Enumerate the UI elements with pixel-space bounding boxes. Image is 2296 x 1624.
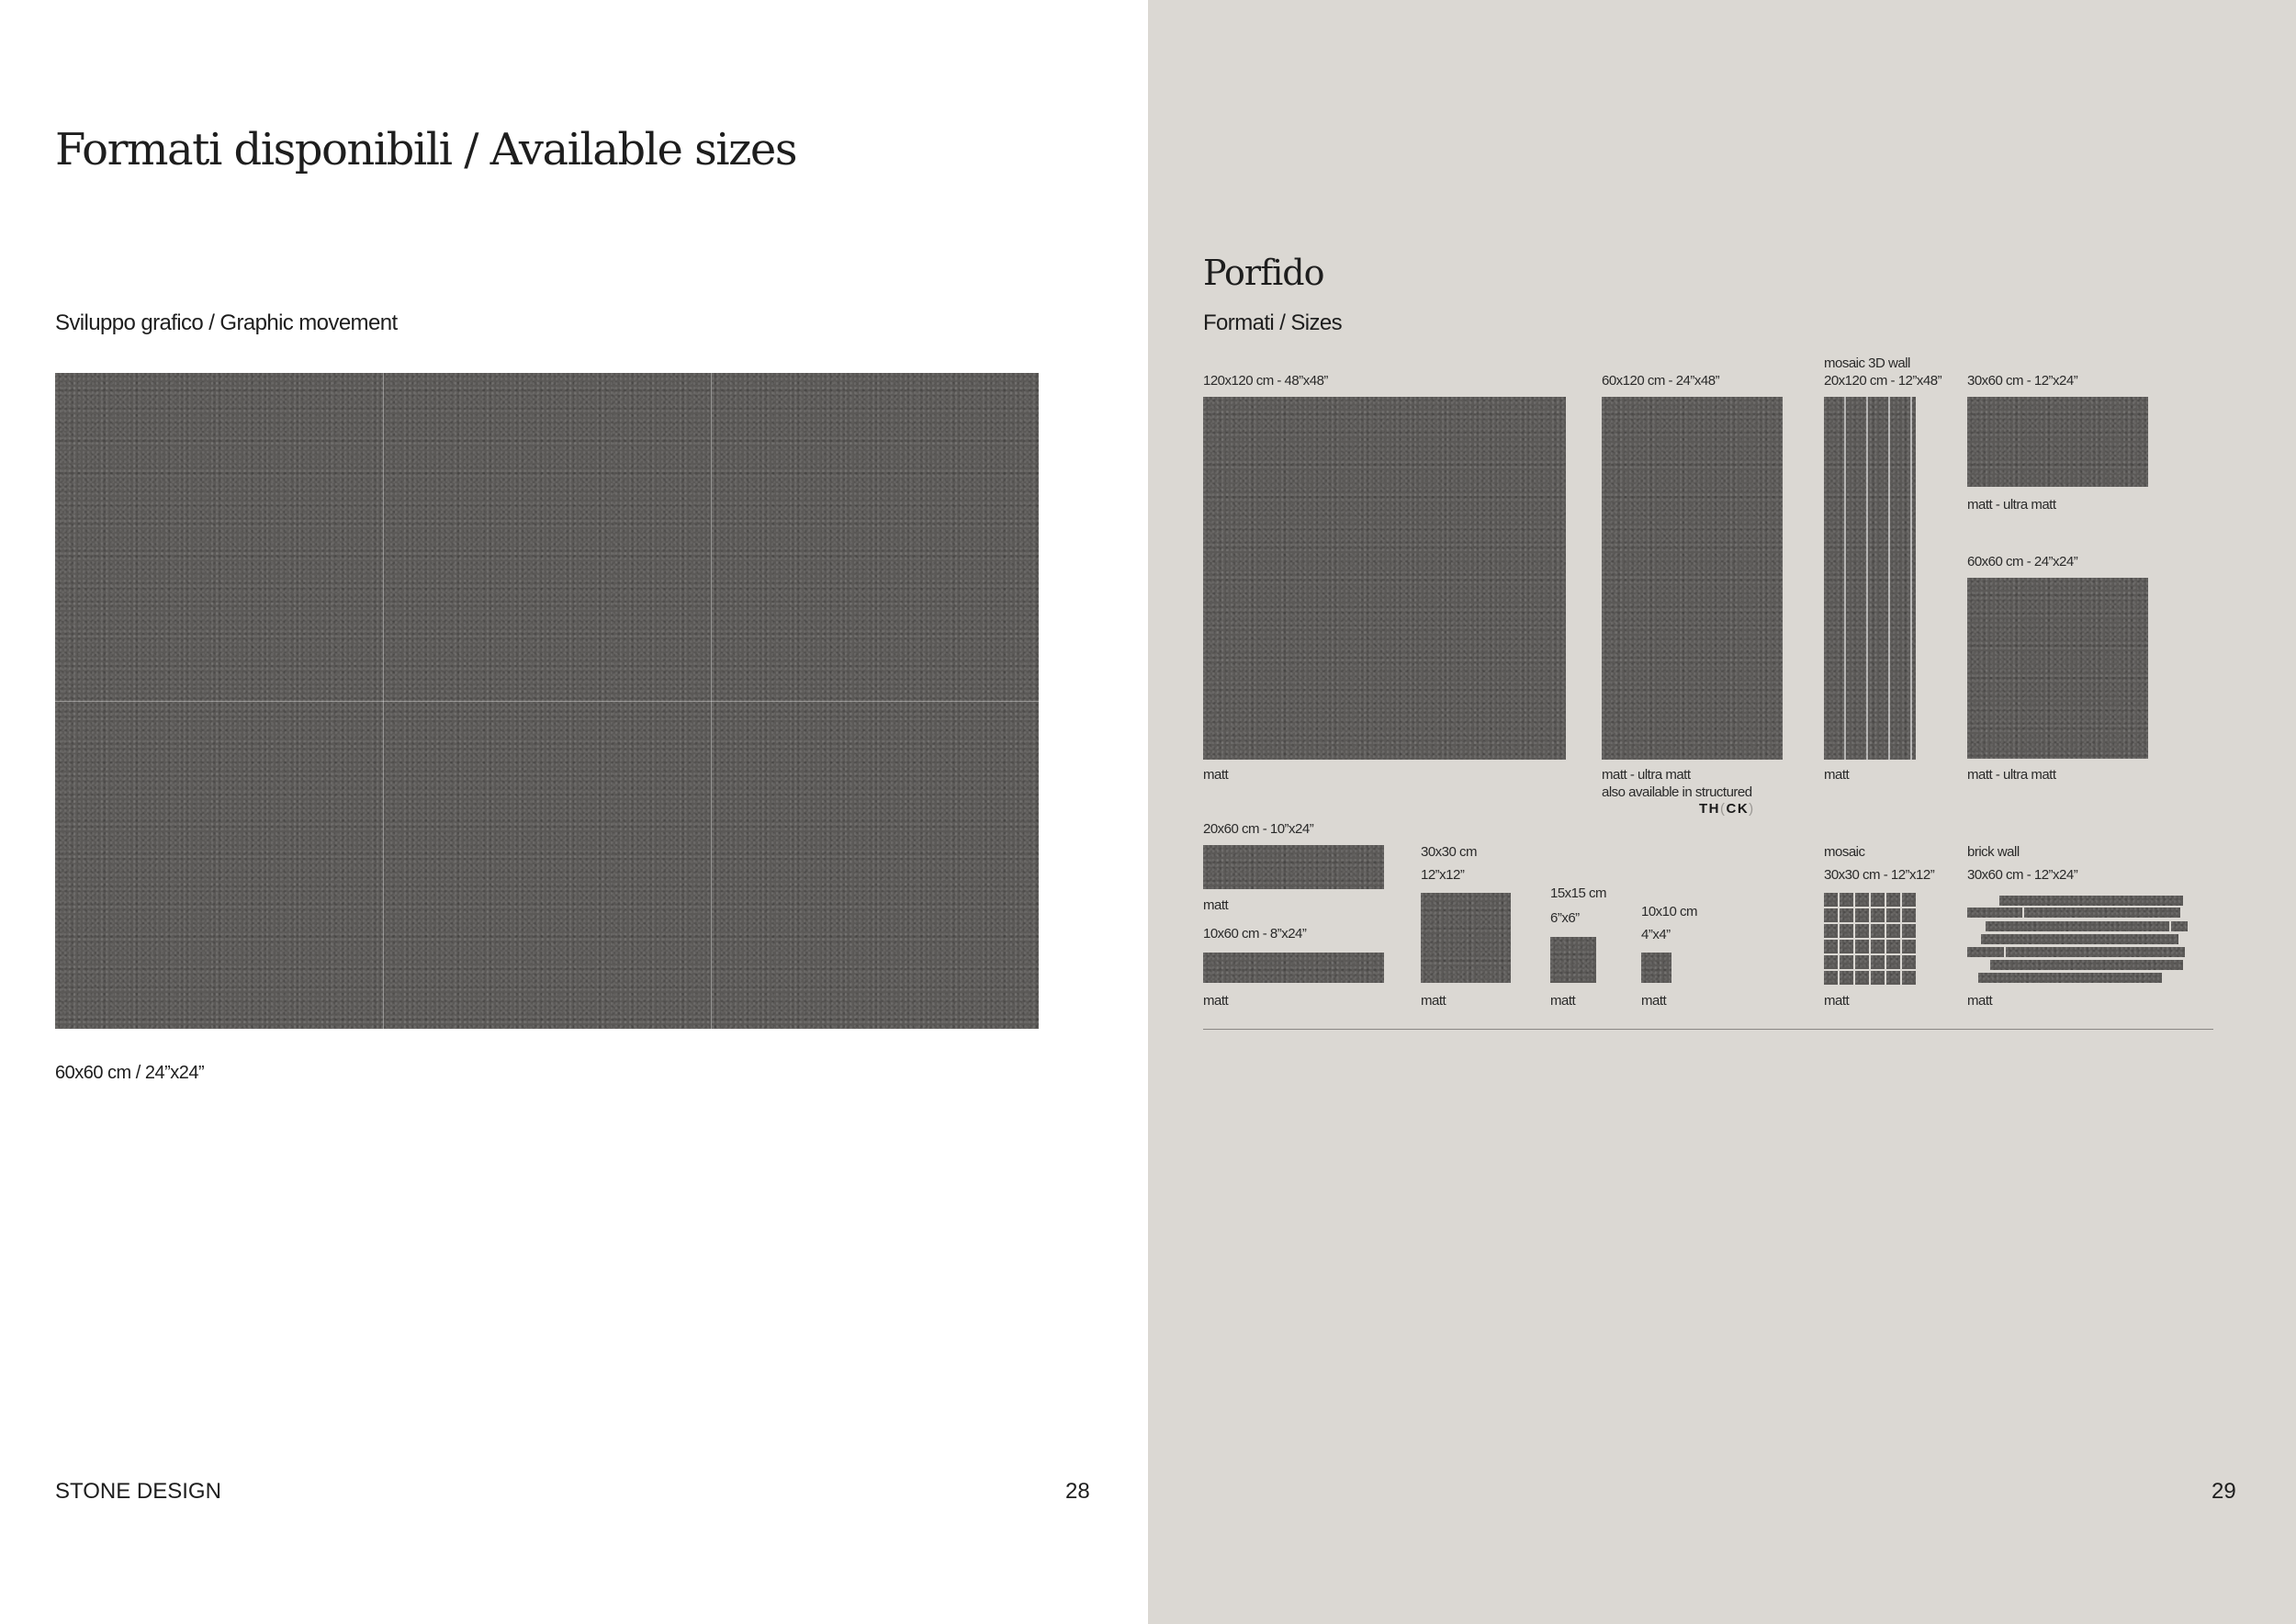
size-10x10-label: 10x10 cm: [1641, 904, 1698, 919]
finish-brick-wall: matt: [1967, 993, 1993, 1009]
brick-wall-size: 30x60 cm - 12”x24”: [1967, 867, 2078, 883]
mosaic-label: mosaic: [1824, 844, 1865, 860]
finish-30x30: matt: [1421, 993, 1446, 1009]
tile-60x120: [1602, 397, 1783, 760]
size-15x15-inches: 6”x6”: [1550, 910, 1580, 926]
tile-10x10: [1641, 953, 1671, 983]
tile-mosaic-3d: [1824, 397, 1916, 760]
finish-120x120: matt: [1203, 767, 1229, 783]
finish-10x60: matt: [1203, 993, 1229, 1009]
finish-10x10: matt: [1641, 993, 1667, 1009]
section-divider: [1203, 1029, 2213, 1030]
tile-mosaic: [1824, 893, 1916, 985]
mosaic-cell: [1886, 955, 1900, 969]
tile-10x60: [1203, 953, 1384, 983]
mosaic-cell: [1871, 955, 1885, 969]
finish-60x120: matt - ultra matt: [1602, 767, 1691, 783]
mosaic-cell: [1871, 971, 1885, 985]
mosaic-cell: [1886, 908, 1900, 922]
size-60x60-label: 60x60 cm - 24”x24”: [1967, 554, 2078, 570]
finish-30x60: matt - ultra matt: [1967, 497, 2056, 513]
mosaic-3d-label: mosaic 3D wall: [1824, 355, 1910, 371]
mosaic-cell: [1824, 940, 1838, 953]
mosaic-size: 30x30 cm - 12”x12”: [1824, 867, 1935, 883]
mosaic-cell: [1902, 908, 1916, 922]
mosaic-cell: [1840, 955, 1853, 969]
size-15x15-label: 15x15 cm: [1550, 885, 1607, 901]
size-30x30-label: 30x30 cm: [1421, 844, 1478, 860]
mosaic-cell: [1840, 971, 1853, 985]
mosaic-cell: [1902, 940, 1916, 953]
mosaic-cell: [1824, 893, 1838, 907]
mosaic-3d-size: 20x120 cm - 12”x48”: [1824, 373, 1942, 389]
mosaic-cell: [1886, 893, 1900, 907]
page-title: Formati disponibili / Available sizes: [55, 124, 796, 175]
size-20x60-label: 20x60 cm - 10”x24”: [1203, 821, 1314, 837]
tile-brick-wall: [1967, 894, 2188, 986]
tile-30x30: [1421, 893, 1511, 983]
mosaic-cell: [1855, 955, 1869, 969]
mosaic-cell: [1871, 940, 1885, 953]
tile-caption: 60x60 cm / 24”x24”: [55, 1063, 205, 1083]
mosaic-cell: [1871, 893, 1885, 907]
size-10x10-inches: 4”x4”: [1641, 927, 1671, 942]
mosaic-cell: [1824, 908, 1838, 922]
graphic-movement-image: [55, 373, 1039, 1029]
mosaic-cell: [1902, 893, 1916, 907]
mosaic-cell: [1855, 893, 1869, 907]
mosaic-cell: [1871, 924, 1885, 938]
footer-brand: STONE DESIGN: [55, 1479, 221, 1504]
mosaic-cell: [1902, 924, 1916, 938]
size-30x60-label: 30x60 cm - 12”x24”: [1967, 373, 2078, 389]
mosaic-cell: [1871, 908, 1885, 922]
structured-note: also available in structured: [1602, 784, 1752, 800]
size-60x120-label: 60x120 cm - 24”x48”: [1602, 373, 1720, 389]
mosaic-cell: [1855, 908, 1869, 922]
finish-20x60: matt: [1203, 897, 1229, 913]
size-10x60-label: 10x60 cm - 8”x24”: [1203, 926, 1307, 942]
tile-120x120: [1203, 397, 1566, 760]
tile-20x60: [1203, 845, 1384, 889]
right-page: [1148, 0, 2296, 1624]
mosaic-cell: [1886, 924, 1900, 938]
mosaic-cell: [1824, 924, 1838, 938]
mosaic-cell: [1840, 940, 1853, 953]
mosaic-cell: [1886, 940, 1900, 953]
mosaic-cell: [1840, 924, 1853, 938]
page-number-right: 29: [2212, 1479, 2236, 1504]
mosaic-cell: [1824, 971, 1838, 985]
size-30x30-inches: 12”x12”: [1421, 867, 1465, 883]
brick-wall-label: brick wall: [1967, 844, 2020, 860]
mosaic-cell: [1855, 940, 1869, 953]
mosaic-cell: [1902, 955, 1916, 969]
finish-15x15: matt: [1550, 993, 1576, 1009]
finish-mosaic-3d: matt: [1824, 767, 1850, 783]
mosaic-cell: [1840, 908, 1853, 922]
sizes-heading: Formati / Sizes: [1203, 310, 1343, 335]
size-120x120-label: 120x120 cm - 48”x48”: [1203, 373, 1328, 389]
page-number-left: 28: [1065, 1479, 1090, 1504]
finish-mosaic: matt: [1824, 993, 1850, 1009]
section-label: Sviluppo grafico / Graphic movement: [55, 310, 398, 335]
mosaic-cell: [1902, 971, 1916, 985]
mosaic-cell: [1855, 924, 1869, 938]
mosaic-cell: [1886, 971, 1900, 985]
mosaic-cell: [1855, 971, 1869, 985]
thick-logo: TH(CK): [1699, 801, 1755, 817]
product-name: Porfido: [1203, 253, 1324, 293]
finish-60x60: matt - ultra matt: [1967, 767, 2056, 783]
mosaic-cell: [1824, 955, 1838, 969]
mosaic-cell: [1840, 893, 1853, 907]
tile-15x15: [1550, 937, 1596, 983]
tile-60x60: [1967, 578, 2148, 759]
tile-30x60: [1967, 397, 2148, 487]
